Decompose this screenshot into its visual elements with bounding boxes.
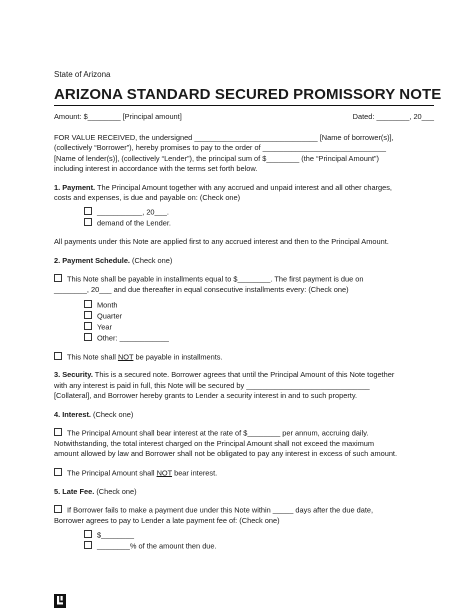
intro-line: (collectively “Borrower”), hereby promises to pay to the order of ______________________________ — [54, 143, 386, 153]
checkbox[interactable] — [84, 218, 92, 226]
checkbox[interactable] — [54, 468, 62, 476]
frequency-option: Other: ____________ — [54, 333, 434, 344]
schedule-section: 2. Payment Schedule. (Check one) — [54, 255, 173, 265]
late-fee-heading: 5. Late Fee. — [54, 486, 95, 496]
checkbox[interactable] — [84, 207, 92, 215]
payment-option — [54, 207, 434, 218]
intro-line: [Name of lender(s)], (collectively “Lender”), the principal sum of $________ (the “Principal Amount”) — [54, 153, 379, 163]
interest-section: 4. Interest. (Check one) — [54, 409, 134, 419]
frequency-option: Quarter — [54, 311, 434, 322]
state-label: State of Arizona — [54, 70, 111, 79]
checkbox[interactable] — [54, 428, 62, 436]
amount-field[interactable]: Amount: $________ [Principal amount] — [54, 112, 182, 121]
intro-line: FOR VALUE RECEIVED, the undersigned ______________________________ [Name of borrower(s)], — [54, 133, 394, 142]
interest-option-rate: The Principal Amount shall bear interest at the rate of $________ per annum, accruing daily. Notwithstanding, the total interest charged on the Principal Amount shall not exceed the maximum amount allowed by law and Borrower shall not be obligated to pay any interest in excess of such amount. — [54, 428, 398, 459]
frequency-option: Month — [54, 300, 434, 311]
checkbox[interactable] — [54, 505, 62, 513]
late-fee-section: 5. Late Fee. (Check one) — [54, 486, 137, 496]
late-fee-option: ________% of the amount then due. — [54, 541, 434, 552]
checkbox[interactable] — [84, 541, 92, 549]
amount-row — [54, 112, 434, 121]
intro-paragraph — [54, 133, 434, 175]
frequency-option: Year — [54, 322, 434, 333]
intro-line: including interest in accordance with the terms set forth below. — [54, 164, 258, 174]
payment-applied-text: All payments under this Note are applied first to any accrued interest and then to the Principal Amount. — [54, 237, 389, 247]
checkbox[interactable] — [54, 274, 62, 282]
schedule-option-installments: This Note shall be payable in installments equal to $________. The first payment is due on ________, 20___ and due thereafter in equal consecutive installments every: (Check one) — [54, 274, 364, 295]
schedule-option-no-installments: This Note shall NOT be payable in installments. — [54, 352, 434, 363]
document-title: ARIZONA STANDARD SECURED PROMISSORY NOTE — [54, 86, 434, 106]
payment-section — [54, 183, 434, 204]
schedule-heading: 2. Payment Schedule. — [54, 255, 130, 265]
checkbox[interactable] — [84, 322, 92, 330]
payment-option-label: ___________, 20___. — [97, 207, 169, 217]
payment-heading: 1. Payment. — [54, 182, 96, 192]
interest-option-none: The Principal Amount shall NOT bear interest. — [54, 468, 434, 479]
security-heading: 3. Security. — [54, 370, 93, 380]
legal-templates-logo-icon — [54, 594, 66, 608]
late-fee-terms: If Borrower fails to make a payment due under this Note within _____ days after the due date, Borrower agrees to pay to Lender a late payment fee of: (Check one) — [54, 505, 374, 526]
payment-option — [54, 218, 434, 229]
checkbox[interactable] — [84, 530, 92, 538]
late-fee-option: $________ — [54, 530, 434, 541]
dated-field[interactable]: Dated: ________, 20___ — [352, 112, 434, 121]
checkbox[interactable] — [84, 311, 92, 319]
payment-text: costs and expenses, is due and payable on: (Check one) — [54, 193, 241, 203]
payment-option-label: demand of the Lender. — [97, 218, 171, 228]
checkbox[interactable] — [84, 333, 92, 341]
interest-heading: 4. Interest. — [54, 409, 91, 419]
checkbox[interactable] — [84, 300, 92, 308]
payment-text: The Principal Amount together with any accrued and unpaid interest and all other charges, — [95, 182, 392, 192]
security-section: 3. Security. This is a secured note. Borrower agrees that until the Principal Amount of this Note together with any interest is paid in full, this Note will be secured by ______________________________ [Collateral], and Borrower hereby grants to Lender a security interest in and to such property. — [54, 370, 395, 401]
checkbox[interactable] — [54, 352, 62, 360]
